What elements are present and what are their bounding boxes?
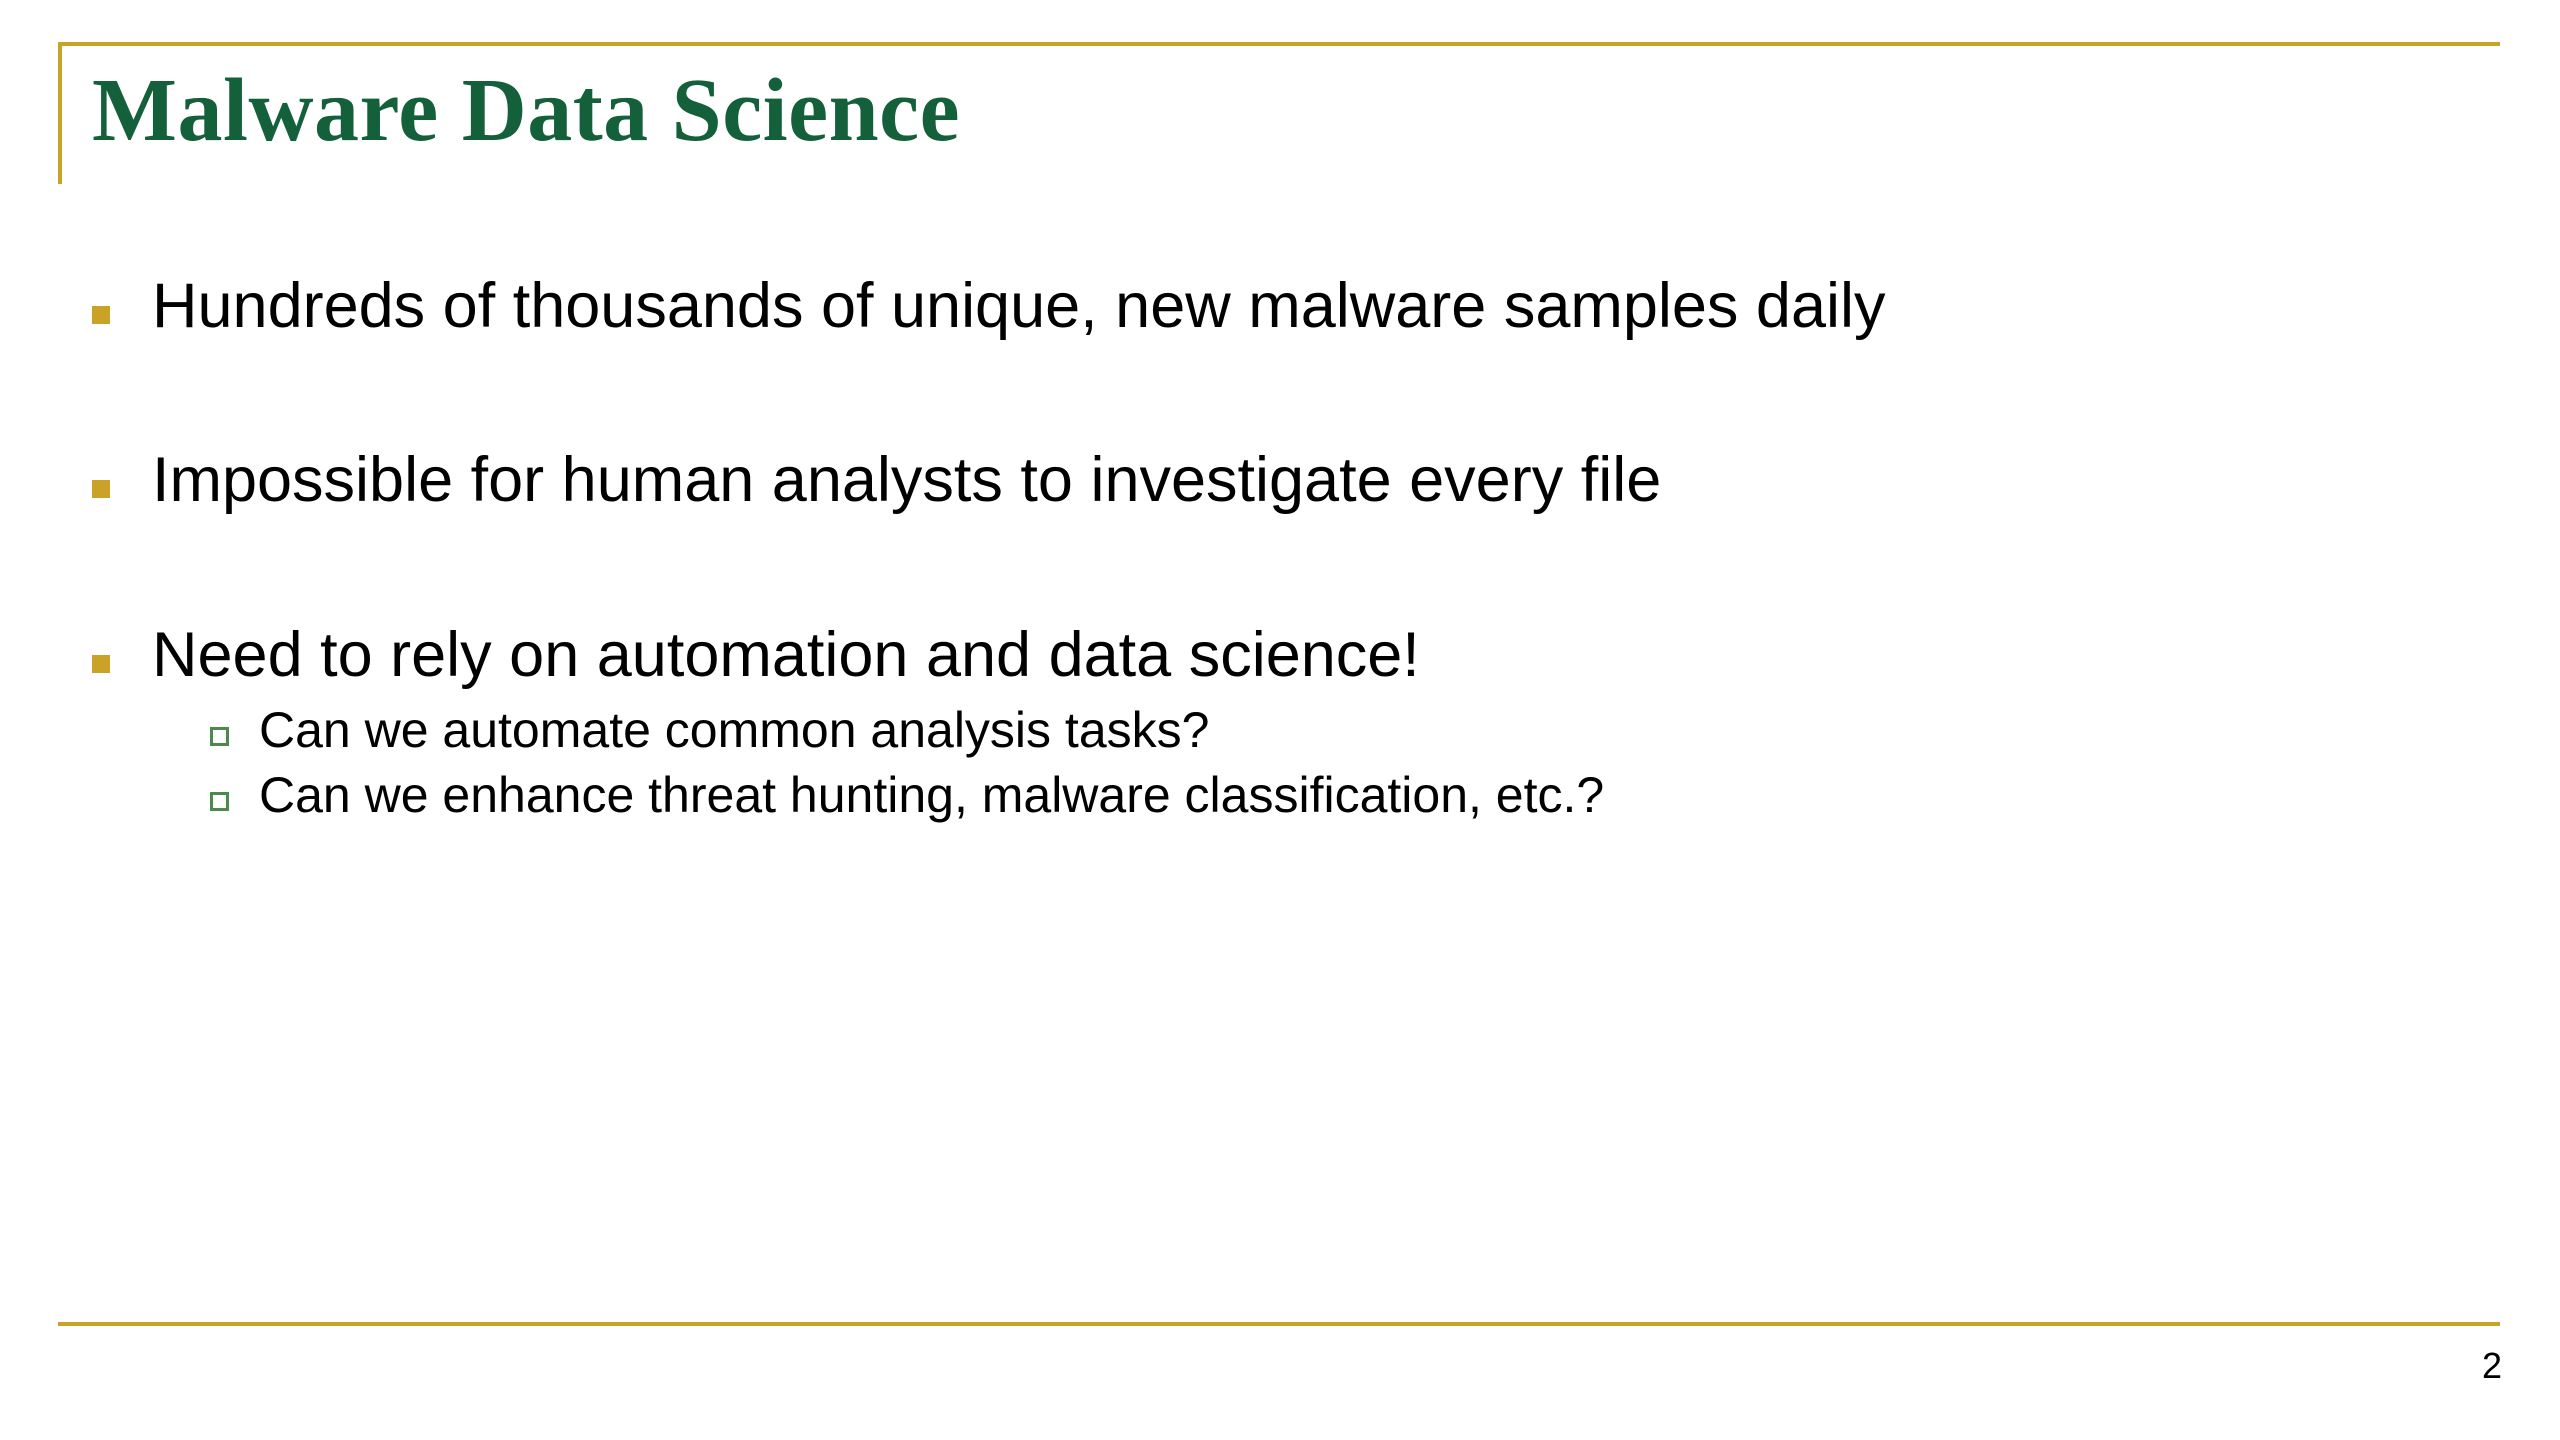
bullet-text: Hundreds of thousands of unique, new malware samples daily (152, 271, 1886, 341)
bullet-hollow-square-icon (210, 727, 229, 746)
sub-bullet-item (210, 701, 2492, 760)
bullet-square-icon (92, 480, 110, 498)
slide-title: Malware Data Science (92, 61, 961, 160)
sub-bullet-text: Can we automate common analysis tasks? (259, 702, 1210, 759)
bullet-item (92, 270, 2492, 342)
bullet-text: Need to rely on automation and data science! (152, 619, 1420, 690)
bullet-square-icon (92, 306, 110, 324)
bullet-text: Impossible for human analysts to investigate every file (152, 445, 1662, 516)
slide-body (92, 270, 2492, 831)
top-divider (58, 42, 2500, 46)
sub-bullet-item (210, 766, 2492, 825)
bullet-square-icon (92, 655, 110, 673)
bullet-item (92, 444, 2492, 516)
bottom-divider (58, 1322, 2500, 1326)
title-accent-bar (58, 44, 62, 184)
bullet-item (92, 619, 2492, 691)
bullet-hollow-square-icon (210, 792, 229, 811)
page-number: 2 (2481, 1345, 2502, 1386)
sub-bullet-list (210, 701, 2492, 825)
sub-bullet-text: Can we enhance threat hunting, malware classification, etc.? (259, 767, 1605, 824)
